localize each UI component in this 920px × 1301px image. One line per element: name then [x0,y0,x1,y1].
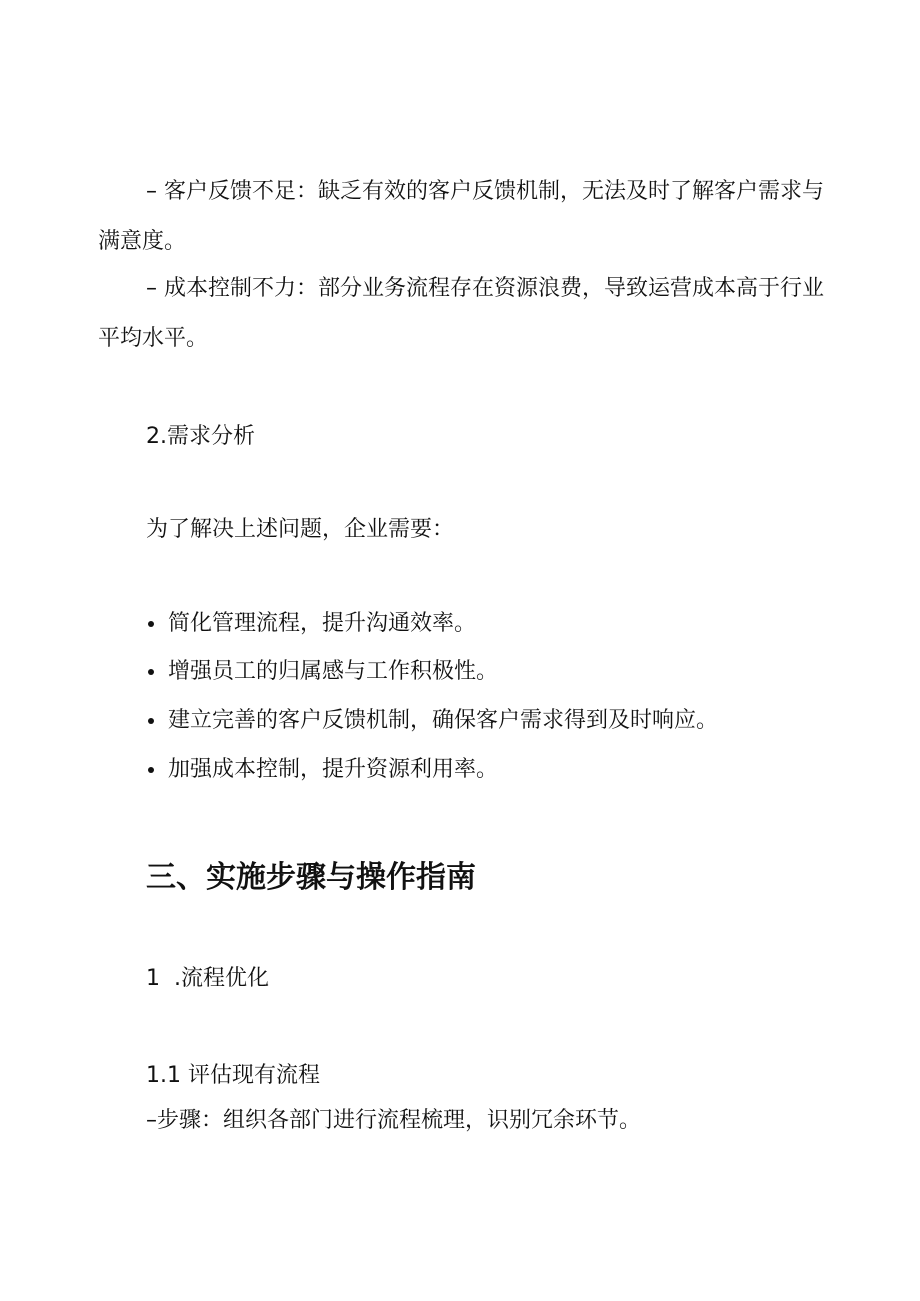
problem-1-line-2: 满意度。 [98,229,187,254]
problem-2-line-2: 平均水平。 [98,326,209,351]
needs-heading: 2.需求分析 [146,424,255,449]
needs-list-item-text: 简化管理流程，提升沟通效率。 [168,611,477,636]
subsub-heading: 1.1 评估现有流程 [146,1063,320,1088]
problem-1-line-1: – 客户反馈不足：缺乏有效的客户反馈机制，无法及时了解客户需求与 [146,179,824,204]
needs-list-item [146,657,498,687]
bullet-icon [148,767,154,773]
bullet-icon [148,718,154,724]
section-heading: 三、实施步骤与操作指南 [146,860,476,895]
needs-list-item-text: 增强员工的归属感与工作积极性。 [168,659,499,684]
bullet-icon [148,621,154,627]
sub-heading: 1 .流程优化 [146,966,269,991]
needs-list-item [146,755,498,785]
needs-list-item-text: 建立完善的客户反馈机制，确保客户需求得到及时响应。 [168,708,719,733]
bullet-icon [148,669,154,675]
needs-intro: 为了解决上述问题，企业需要： [146,517,455,542]
needs-list-item [146,609,476,639]
needs-list-item-text: 加强成本控制，提升资源利用率。 [168,757,499,782]
problem-2-line-1: – 成本控制不力：部分业务流程存在资源浪费，导致运营成本高于行业 [146,276,824,301]
needs-list-item [146,706,718,736]
step-line: –步骤：组织各部门进行流程梳理，识别冗余环节。 [146,1108,642,1133]
